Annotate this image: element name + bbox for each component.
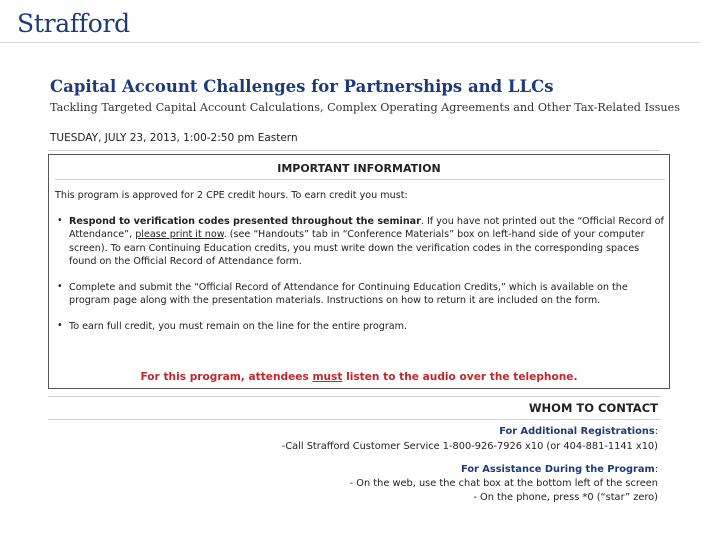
registrations-colon: : [654, 426, 658, 437]
print-now-link[interactable]: please print it now [135, 229, 224, 241]
cpe-intro-text: This program is approved for 2 CPE credit hours [55, 190, 286, 201]
notice-must: must [312, 371, 343, 383]
notice-text-b: listen to the audio over the telephone. [342, 371, 578, 383]
assistance-label-text: For Assistance During the Program [461, 464, 655, 475]
bullet-official-record: Complete and submit the “Official Record of Attendance for Continuing Education Credits,” which is available on the program page along with the presentation materials. Instructions on how to return it are included on the form. [69, 282, 628, 307]
important-information-box [48, 154, 670, 389]
cpe-intro [55, 189, 408, 202]
bullet-marker: • [57, 320, 63, 331]
bullet-verification-codes [69, 215, 667, 268]
contact-divider [48, 419, 660, 420]
program-date: TUESDAY, JULY 23, 2013, 1:00-2:50 pm Eastern [50, 132, 298, 144]
header-divider [0, 42, 700, 43]
bullet-marker: • [57, 215, 63, 226]
cpe-intro-tail: . To earn credit you must: [285, 190, 408, 201]
date-divider [48, 150, 660, 151]
bullet1-text-a: . If you have not printed out the “Official Record of Attendance”, [69, 216, 664, 241]
registrations-label-text: For Additional Registrations [499, 426, 655, 437]
bullet1-text-b: . (see “Handouts” tab in “Conference Materials” box on left-hand side of your computer screen). To earn Continuing Education credits, you must write down the verification codes in the corresponding spaces found on the Official Record of Attendance form. [69, 229, 645, 267]
bullet1-bold: Respond to verification codes presented throughout the seminar [69, 216, 421, 227]
registrations-label [499, 426, 658, 437]
bullet-full-credit: To earn full credit, you must remain on the line for the entire program. [69, 321, 408, 332]
bullet-marker: • [57, 281, 63, 292]
box-divider [55, 179, 665, 180]
registrations-phone: -Call Strafford Customer Service 1-800-926-7926 x10 (or 404-881-1141 x10) [281, 441, 658, 452]
assistance-colon: : [654, 464, 658, 475]
notice-text-a: For this program, attendees [140, 371, 313, 383]
strafford-logo: Strafford [17, 9, 130, 38]
assistance-phone: - On the phone, press *0 (“star” zero) [473, 492, 658, 503]
assistance-web: - On the web, use the chat box at the bottom left of the screen [349, 478, 658, 489]
contact-heading: WHOM TO CONTACT [528, 401, 658, 415]
page-title: Capital Account Challenges for Partnerships and LLCs [50, 77, 554, 96]
page-subtitle: Tackling Targeted Capital Account Calculations, Complex Operating Agreements and Other Tax-Related Issues [50, 101, 680, 114]
contact-top-divider [48, 396, 660, 397]
assistance-label [461, 464, 658, 475]
audio-notice [49, 371, 669, 383]
important-heading: IMPORTANT INFORMATION [277, 162, 441, 175]
